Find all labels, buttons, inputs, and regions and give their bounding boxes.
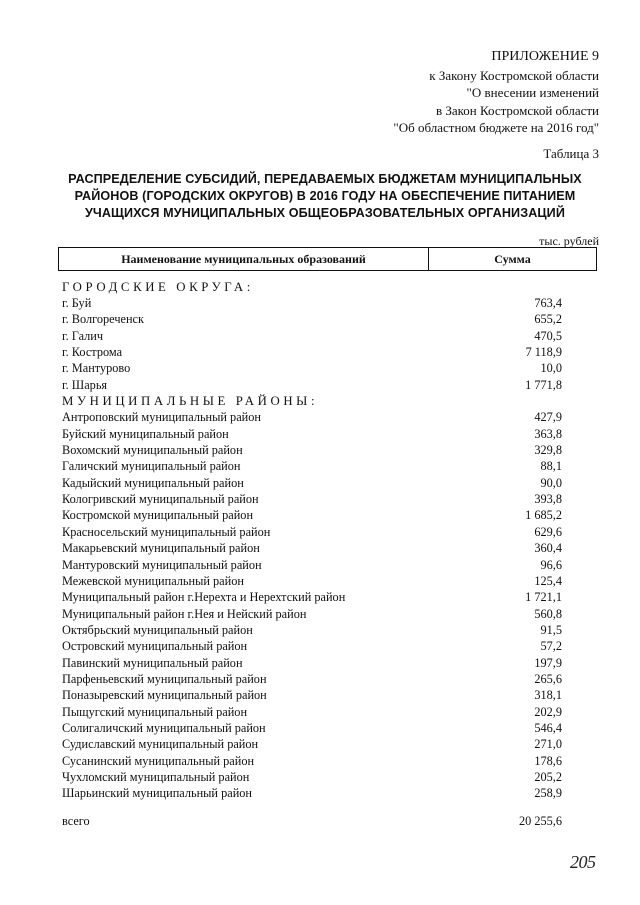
- table-row: [62, 769, 562, 785]
- municipality-name: Чухломский муниципальный район: [62, 769, 250, 784]
- table-row: [62, 786, 562, 802]
- subsidy-amount: 271,0: [534, 737, 562, 752]
- municipality-name: Макарьевский муниципальный район: [62, 541, 260, 556]
- table-row: [62, 671, 562, 687]
- table-row: [62, 655, 562, 671]
- subsidy-amount: 1 685,2: [525, 508, 562, 523]
- appendix-title: ПРИЛОЖЕНИЕ 9: [491, 49, 599, 64]
- table-row: [62, 573, 562, 589]
- table-row: [62, 491, 562, 507]
- subsidy-amount: 197,9: [534, 655, 562, 670]
- table-row: [62, 410, 562, 426]
- table-row: [62, 704, 562, 720]
- subsidy-amount: 629,6: [534, 524, 562, 539]
- subsidy-amount: 318,1: [534, 688, 562, 703]
- subsidy-amount: 470,5: [534, 328, 562, 343]
- subsidy-amount: 1 771,8: [525, 377, 562, 392]
- subsidy-amount: 90,0: [540, 475, 562, 490]
- subsidy-amount: 393,8: [534, 492, 562, 507]
- municipality-name: Парфеньевский муниципальный район: [62, 671, 267, 686]
- subsidy-amount: 91,5: [540, 622, 562, 637]
- total-row: [62, 814, 562, 829]
- table-row: [62, 753, 562, 769]
- subsidy-amount: 88,1: [540, 459, 562, 474]
- subsidy-amount: 202,9: [534, 704, 562, 719]
- subsidy-amount: 427,9: [534, 410, 562, 425]
- table-header: [58, 247, 597, 271]
- municipality-name: Сусанинский муниципальный район: [62, 753, 255, 768]
- municipality-name: Межевской муниципальный район: [62, 573, 244, 588]
- title-line: РАСПРЕДЕЛЕНИЕ СУБСИДИЙ, ПЕРЕДАВАЕМЫХ БЮДЖЕТАМ МУНИЦИПАЛЬНЫХ: [68, 172, 582, 186]
- subsidy-amount: 763,4: [534, 296, 562, 311]
- municipality-name: Кологривский муниципальный район: [62, 492, 259, 507]
- units-label: тыс. рублей: [539, 234, 599, 248]
- table-body: [62, 279, 562, 802]
- table-row: [62, 328, 562, 344]
- title-line: РАЙОНОВ (ГОРОДСКИХ ОКРУГОВ) В 2016 ГОДУ НА ОБЕСПЕЧЕНИЕ ПИТАНИЕМ: [74, 189, 576, 203]
- municipality-name: г. Волгореченск: [62, 312, 144, 327]
- column-header-name: Наименование муниципальных образований: [59, 248, 429, 270]
- table-row: [62, 639, 562, 655]
- appendix-line: к Закону Костромской области: [429, 68, 599, 84]
- municipality-name: Павинский муниципальный район: [62, 655, 243, 670]
- appendix-line: в Закон Костромской области: [435, 102, 599, 118]
- page-number: 205: [570, 852, 596, 872]
- table-row: [62, 361, 562, 377]
- table-row: [62, 459, 562, 475]
- table-row: [62, 442, 562, 458]
- municipality-name: Кадыйский муниципальный район: [62, 475, 244, 490]
- column-header-sum: Сумма: [494, 251, 531, 266]
- subsidy-amount: 560,8: [534, 606, 562, 621]
- municipality-name: Судиславский муниципальный район: [62, 737, 259, 752]
- title-line: УЧАЩИХСЯ МУНИЦИПАЛЬНЫХ ОБЩЕОБРАЗОВАТЕЛЬНЫХ ОРГАНИЗАЦИЙ: [84, 206, 565, 220]
- municipality-name: Красносельский муниципальный район: [62, 524, 271, 539]
- municipality-name: Галичский муниципальный район: [62, 459, 241, 474]
- municipality-name: Мантуровский муниципальный район: [62, 557, 262, 572]
- appendix-line: "О внесении изменений: [466, 85, 599, 101]
- section-heading: ГОРОДСКИЕ ОКРУГА:: [62, 279, 254, 294]
- municipality-name: г. Шарья: [62, 377, 108, 392]
- table-row: [62, 590, 562, 606]
- municipality-name: Островский муниципальный район: [62, 639, 248, 654]
- table-row: [62, 508, 562, 524]
- municipality-name: Солигаличский муниципальный район: [62, 720, 266, 735]
- subsidy-amount: 10,0: [540, 361, 562, 376]
- subsidy-amount: 205,2: [534, 769, 562, 784]
- table-row: [62, 622, 562, 638]
- municipality-name: Вохомский муниципальный район: [62, 443, 243, 458]
- municipality-name: Октябрьский муниципальный район: [62, 622, 253, 637]
- subsidy-amount: 546,4: [534, 720, 562, 735]
- municipality-name: Шарьинский муниципальный район: [62, 786, 253, 801]
- document-title: [60, 171, 590, 222]
- municipality-name: г. Кострома: [62, 345, 123, 360]
- appendix-line: "Об областном бюджете на 2016 год": [393, 119, 599, 135]
- municipality-name: Муниципальный район г.Нерехта и Нерехтский район: [62, 590, 346, 605]
- table-row: [62, 475, 562, 491]
- municipality-name: г. Галич: [62, 328, 104, 343]
- table-row: [62, 737, 562, 753]
- table-row: [62, 606, 562, 622]
- subsidy-amount: 329,8: [534, 443, 562, 458]
- subsidy-amount: 125,4: [534, 573, 562, 588]
- table-row: [62, 541, 562, 557]
- subsidy-amount: 1 721,1: [525, 590, 562, 605]
- table-row: [62, 720, 562, 736]
- subsidy-amount: 96,6: [540, 557, 562, 572]
- table-label: Таблица 3: [543, 146, 599, 161]
- municipality-name: Муниципальный район г.Нея и Нейский район: [62, 606, 307, 621]
- municipality-name: г. Буй: [62, 296, 92, 311]
- table-row: [62, 557, 562, 573]
- table-row: [62, 426, 562, 442]
- section-heading: МУНИЦИПАЛЬНЫЕ РАЙОНЫ:: [62, 394, 319, 409]
- subsidy-amount: 265,6: [534, 671, 562, 686]
- municipality-name: Костромской муниципальный район: [62, 508, 254, 523]
- municipality-name: Антроповский муниципальный район: [62, 410, 261, 425]
- table-row: [62, 524, 562, 540]
- municipality-name: Поназыревский муниципальный район: [62, 688, 267, 703]
- municipality-name: г. Мантурово: [62, 361, 131, 376]
- appendix-block: [393, 48, 599, 136]
- subsidy-amount: 363,8: [534, 426, 562, 441]
- total-sum: 20 255,6: [518, 814, 562, 828]
- municipality-name: Буйский муниципальный район: [62, 426, 229, 441]
- subsidy-amount: 360,4: [534, 541, 562, 556]
- table-row: [62, 344, 562, 360]
- total-label: всего: [62, 814, 90, 828]
- table-row: [62, 312, 562, 328]
- table-row: [62, 688, 562, 704]
- table-row: [62, 295, 562, 311]
- subsidy-amount: 7 118,9: [525, 345, 562, 360]
- municipality-name: Пыщугский муниципальный район: [62, 704, 248, 719]
- table-row: [62, 377, 562, 393]
- subsidy-amount: 655,2: [534, 312, 562, 327]
- subsidy-amount: 258,9: [534, 786, 562, 801]
- subsidy-amount: 178,6: [534, 753, 562, 768]
- subsidy-amount: 57,2: [540, 639, 562, 654]
